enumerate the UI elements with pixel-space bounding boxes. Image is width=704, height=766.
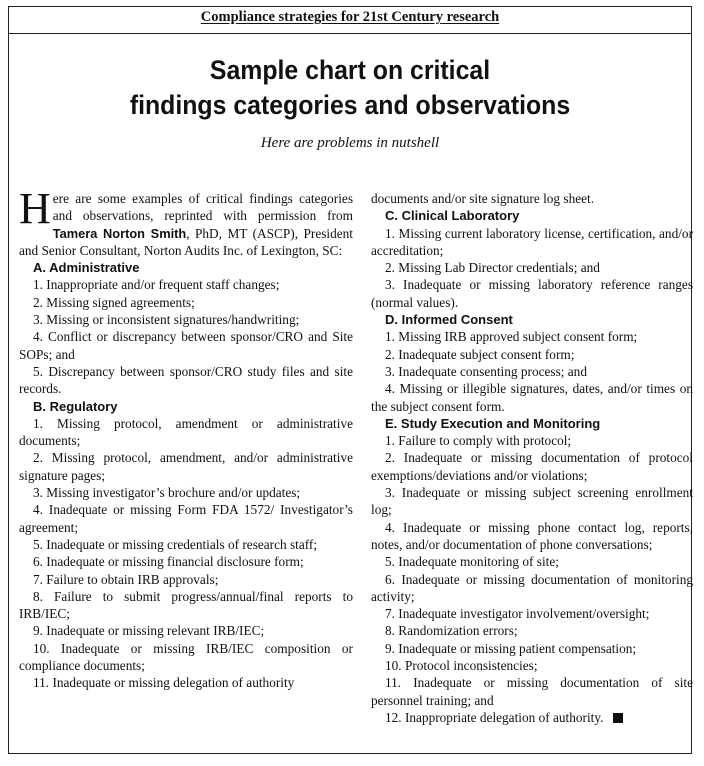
list-item: 5. Inadequate or missing credentials of research staff; xyxy=(33,536,318,552)
list-item: 4. Conflict or discrepancy between sponsor/CRO and Site SOPs; and xyxy=(19,329,353,362)
section-heading-administrative: A. Administrative xyxy=(33,260,140,276)
right-column xyxy=(371,190,693,726)
list-item: 10. Inadequate or missing IRB/IEC composition or compliance documents; xyxy=(19,640,353,674)
list-item: 5. Discrepancy between sponsor/CRO study files and site records. xyxy=(19,363,353,397)
list-item: 3. Missing investigator’s brochure and/or updates; xyxy=(33,485,301,501)
title-line-2: findings categories and observations xyxy=(129,90,571,120)
list-item-last: 12. Inappropriate delegation of authority. xyxy=(371,709,693,726)
list-item: 3. Inadequate consenting process; and xyxy=(385,363,587,379)
subtitle: Here are problems in nutshell xyxy=(260,135,440,151)
list-item: 1. Missing IRB approved subject consent form; xyxy=(385,329,638,345)
section-heading-clinical-laboratory: C. Clinical Laboratory xyxy=(385,208,520,224)
list-item: 11. Inadequate or missing documentation of site personnel training; and xyxy=(371,675,693,708)
list-item: 1. Missing protocol, amendment or administrative documents; xyxy=(19,415,353,449)
drop-cap: H xyxy=(19,184,51,233)
intro-paragraph: Here are some examples of critical findings categories and observations, reprinted with permission from Tamera Norton Smith, PhD, MT (ASCP), President and Senior Consultant, Norton Audits Inc. of Lexington, SC: xyxy=(19,184,354,258)
section-heading-informed-consent: D. Informed Consent xyxy=(385,312,513,328)
author-name: Tamera Norton Smith xyxy=(52,225,187,241)
list-item: 7. Failure to obtain IRB approvals; xyxy=(33,571,219,587)
list-item: 8. Randomization errors; xyxy=(385,623,518,639)
list-item: 2. Missing signed agreements; xyxy=(33,294,195,310)
header-rule xyxy=(9,33,691,34)
list-item: 5. Inadequate monitoring of site; xyxy=(385,554,559,570)
list-item: 3. Inadequate or missing laboratory reference ranges (normal values). xyxy=(371,277,693,310)
article-box xyxy=(8,6,692,754)
list-item: 1. Inappropriate and/or frequent staff changes; xyxy=(33,277,280,293)
list-item: 6. Inadequate or missing documentation of monitoring activity; xyxy=(371,571,693,604)
section-heading-study-execution: E. Study Execution and Monitoring xyxy=(385,415,601,431)
list-item-continuation: documents and/or site signature log sheet. xyxy=(371,191,595,206)
list-item: 11. Inadequate or missing delegation of authority xyxy=(33,675,295,691)
left-column xyxy=(19,184,354,692)
list-item: 3. Missing or inconsistent signatures/handwriting; xyxy=(33,312,300,328)
list-item: 4. Missing or illegible signatures, dates, and/or times on the subject consent form. xyxy=(371,381,693,414)
list-item: 4. Inadequate or missing Form FDA 1572/ Investigator’s agreement; xyxy=(19,502,353,535)
end-mark-square xyxy=(613,713,623,723)
list-item: 2. Inadequate or missing documentation of protocol exemptions/deviations and/or violations; xyxy=(371,450,693,483)
list-item: 6. Inadequate or missing financial disclosure form; xyxy=(33,554,304,570)
list-item: 8. Failure to submit progress/annual/final reports to IRB/IEC; xyxy=(19,588,353,622)
list-item: 2. Missing protocol, amendment, and/or administrative signature pages; xyxy=(19,450,353,483)
list-item: 9. Inadequate or missing relevant IRB/IEC; xyxy=(33,623,265,639)
list-item: 10. Protocol inconsistencies; xyxy=(385,658,538,674)
list-item: 9. Inadequate or missing patient compensation; xyxy=(385,640,637,656)
banner: Compliance strategies for 21st Century research xyxy=(200,9,500,25)
section-heading-regulatory: B. Regulatory xyxy=(33,398,118,414)
list-item: 2. Missing Lab Director credentials; and xyxy=(385,260,600,276)
list-item: 1. Missing current laboratory license, certification, and/or accreditation; xyxy=(371,225,693,258)
list-item: 2. Inadequate subject consent form; xyxy=(385,346,575,362)
list-item: 1. Failure to comply with protocol; xyxy=(385,433,572,449)
list-item: 4. Inadequate or missing phone contact log, reports, notes, and/or documentation of phone conversations; xyxy=(371,519,693,552)
title-line-1: Sample chart on critical xyxy=(209,55,491,85)
list-item: 7. Inadequate investigator involvement/oversight; xyxy=(385,606,650,622)
list-item: 3. Inadequate or missing subject screening enrollment log; xyxy=(371,485,693,518)
page-title xyxy=(36,53,663,123)
